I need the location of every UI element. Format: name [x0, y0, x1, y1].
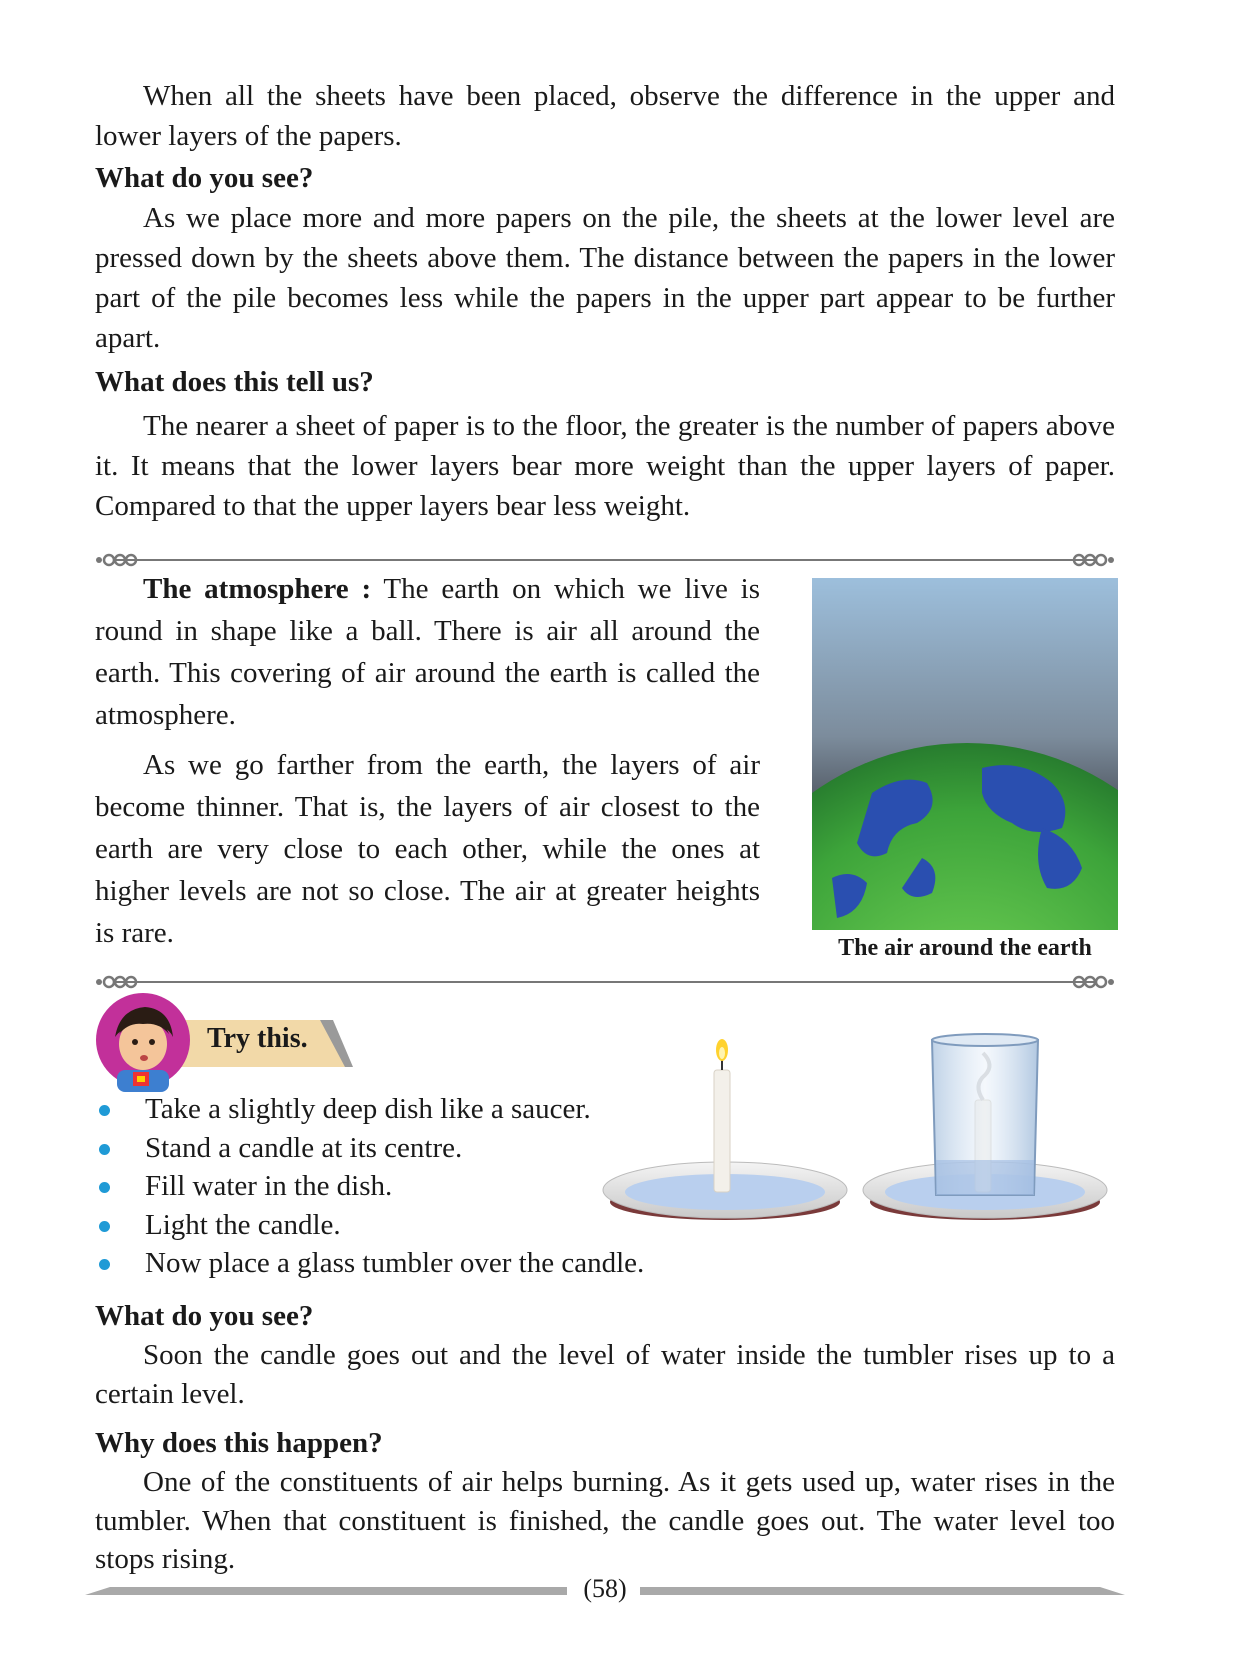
- candle-experiment-image: [590, 1030, 1120, 1240]
- try-this-label: Try this.: [207, 1023, 308, 1054]
- paragraph: One of the constituents of air helps burning. As it gets used up, water rises in the tumbler. When that constituent is finished, the candle goes out. The water level too stops rising.: [95, 1466, 1115, 1575]
- paragraph: As we place more and more papers on the pile, the sheets at the lower level are pressed down by the sheets above them. The distance between the papers in the lower part of the pile becomes less while the papers in the upper part appear to be further apart.: [95, 202, 1115, 354]
- saucer-with-glass-tumbler: [863, 1034, 1107, 1220]
- boy-avatar-icon: [115, 1007, 173, 1092]
- paragraph: The nearer a sheet of paper is to the floor, the greater is the number of papers above it. It means that the lower layers bear more weight than the upper layers of paper. Compared to that the upper layers bear less weight.: [95, 410, 1115, 522]
- paragraph: As we go farther from the earth, the layers of air become thinner. That is, the layers of air closest to the earth are very close to each other, while the ones at higher levels are not so close. The air at greater heights is rare.: [95, 749, 760, 949]
- section-candle-explanation: [95, 1296, 1115, 1579]
- bullet-icon: [99, 1144, 110, 1155]
- heading-why-does-this-happen: Why does this happen?: [95, 1427, 383, 1459]
- heading-what-do-you-see: What do you see?: [95, 162, 314, 194]
- list-item: Take a slightly deep dish like a saucer.: [95, 1090, 735, 1129]
- page-number: (58): [583, 1574, 627, 1603]
- paragraph: Soon the candle goes out and the level of water inside the tumbler rises up to a certain level.: [95, 1339, 1115, 1410]
- section-atmosphere: [95, 568, 760, 954]
- term-atmosphere: The atmosphere :: [143, 573, 372, 605]
- list-item: Light the candle.: [95, 1206, 735, 1245]
- bullet-icon: [99, 1221, 110, 1232]
- section-divider: [95, 975, 1115, 989]
- bullet-icon: [99, 1182, 110, 1193]
- list-item: Now place a glass tumbler over the candle.: [95, 1244, 735, 1283]
- heading-what-do-you-see: What do you see?: [95, 1300, 314, 1332]
- paragraph: When all the sheets have been placed, observe the difference in the upper and lower layers of the papers.: [95, 80, 1115, 152]
- list-item: Fill water in the dish.: [95, 1167, 735, 1206]
- bullet-icon: [99, 1105, 110, 1116]
- earth-atmosphere-image: [812, 578, 1118, 930]
- bullet-icon: [99, 1259, 110, 1270]
- paragraph: The atmosphere : The earth on which we live is round in shape like a ball. There is air all around the earth. This covering of air around the earth is called the atmosphere.: [95, 573, 760, 731]
- list-item: Stand a candle at its centre.: [95, 1129, 735, 1168]
- section-papers: [95, 76, 1115, 526]
- section-divider: [95, 553, 1115, 567]
- saucer-with-lit-candle: [603, 1039, 847, 1220]
- heading-what-does-this-tell-us: What does this tell us?: [95, 366, 374, 398]
- figure-caption: The air around the earth: [838, 935, 1092, 961]
